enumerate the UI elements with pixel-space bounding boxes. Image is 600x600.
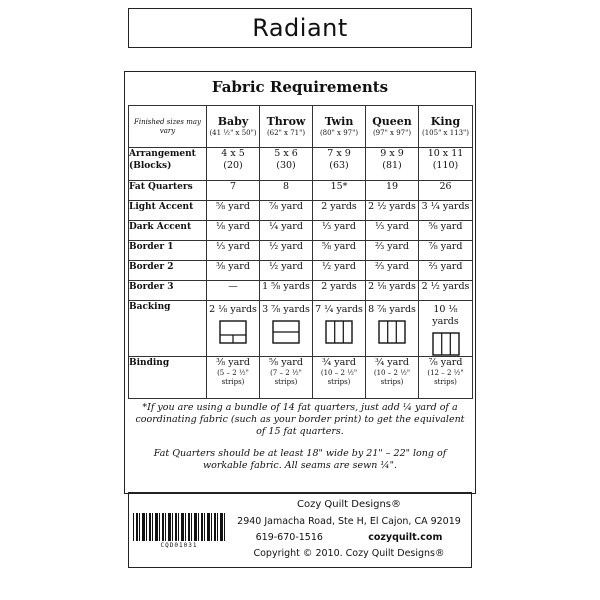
table-cell: 4 x 5 (20) bbox=[207, 148, 260, 181]
table-cell: 2 ½ yards bbox=[419, 281, 473, 301]
row-label: Border 1 bbox=[129, 241, 207, 261]
table-cell: ⅜ yard bbox=[207, 261, 260, 281]
barcode-number: CQD01031 bbox=[160, 542, 198, 549]
table-cell: ⅓ yard bbox=[366, 221, 419, 241]
footnotes bbox=[133, 402, 467, 482]
company-address: 2940 Jamacha Road, Ste H, El Cajon, CA 92019 bbox=[237, 516, 461, 527]
row-label: Border 3 bbox=[129, 281, 207, 301]
row-label: Binding bbox=[129, 357, 207, 399]
table-cell: 7 x 9 (63) bbox=[313, 148, 366, 181]
table-cell: 3 ⅞ yards bbox=[260, 301, 313, 357]
table-cell: ¾ yard (10 – 2 ½" strips) bbox=[313, 357, 366, 399]
row-label: Fat Quarters bbox=[129, 181, 207, 201]
backing-layout-diagram bbox=[432, 332, 460, 356]
company-name: Cozy Quilt Designs® bbox=[296, 499, 402, 510]
finished-size-note: Finished sizes may vary bbox=[129, 106, 207, 148]
table-cell: 2 yards bbox=[313, 201, 366, 221]
fat-quarter-size-note: Fat Quarters should be at least 18" wide by 21" – 22" long of workable fabric. All seams are sewn ¼". bbox=[153, 448, 447, 471]
table-cell: 1 ⅝ yards bbox=[260, 281, 313, 301]
table-row-border-3 bbox=[129, 281, 473, 301]
table-cell: ⅞ yard bbox=[260, 201, 313, 221]
table-row-light-accent bbox=[129, 201, 473, 221]
row-label: Arrangement (Blocks) bbox=[129, 148, 207, 181]
barcode-image bbox=[133, 513, 225, 541]
size-header-baby: Baby (41 ½" x 50") bbox=[207, 106, 260, 148]
table-cell: ⅝ yard bbox=[419, 221, 473, 241]
table-cell: ⅞ yard bbox=[419, 241, 473, 261]
table-cell: 8 ⅞ yards bbox=[366, 301, 419, 357]
table-row-arrangement bbox=[129, 148, 473, 181]
table-cell: 2 ½ yards bbox=[366, 201, 419, 221]
company-website[interactable]: cozyquilt.com bbox=[368, 532, 443, 543]
size-header-twin: Twin (80" x 97") bbox=[313, 106, 366, 148]
backing-layout-diagram bbox=[378, 320, 406, 344]
size-header-row bbox=[129, 106, 473, 148]
row-label: Light Accent bbox=[129, 201, 207, 221]
table-row-border-2 bbox=[129, 261, 473, 281]
fabric-requirements-panel bbox=[124, 71, 476, 494]
row-label: Backing bbox=[129, 301, 207, 357]
company-phone: 619-670-1516 bbox=[255, 532, 323, 543]
table-cell: ⅝ yard (7 – 2 ½" strips) bbox=[260, 357, 313, 399]
table-cell: 15* bbox=[313, 181, 366, 201]
table-cell: ⅝ yard bbox=[313, 241, 366, 261]
backing-layout-diagram bbox=[219, 320, 247, 344]
table-cell: 10 x 11 (110) bbox=[419, 148, 473, 181]
company-contact bbox=[233, 532, 465, 543]
copyright-notice: Copyright © 2010. Cozy Quilt Designs® bbox=[253, 548, 445, 559]
table-cell: ⅔ yard bbox=[366, 261, 419, 281]
table-cell: ⅜ yard (5 – 2 ½" strips) bbox=[207, 357, 260, 399]
table-cell: ⅓ yard bbox=[207, 241, 260, 261]
requirements-heading: Fabric Requirements bbox=[211, 78, 389, 96]
table-cell: 2 yards bbox=[313, 281, 366, 301]
table-cell: ¼ yard bbox=[260, 221, 313, 241]
backing-layout-diagram bbox=[272, 320, 300, 344]
fat-quarter-bundle-note: *If you are using a bundle of 14 fat quarters, just add ¼ yard of a coordinating fabric (such as your border print) to get the equivalent of 15 fat quarters. bbox=[135, 402, 465, 437]
pattern-title: Radiant bbox=[128, 8, 472, 48]
table-cell: ½ yard bbox=[313, 261, 366, 281]
table-row-dark-accent bbox=[129, 221, 473, 241]
table-row-fat-quarters bbox=[129, 181, 473, 201]
table-cell: 3 ¼ yards bbox=[419, 201, 473, 221]
row-label: Dark Accent bbox=[129, 221, 207, 241]
row-label: Border 2 bbox=[129, 261, 207, 281]
table-cell: ⅓ yard bbox=[313, 221, 366, 241]
requirements-table bbox=[128, 105, 473, 399]
table-cell: 2 ⅛ yards bbox=[207, 301, 260, 357]
table-cell: 10 ⅛ yards bbox=[419, 301, 473, 357]
table-cell: 9 x 9 (81) bbox=[366, 148, 419, 181]
size-header-throw: Throw (62" x 71") bbox=[260, 106, 313, 148]
table-cell: ½ yard bbox=[260, 261, 313, 281]
table-cell: ⅝ yard bbox=[207, 201, 260, 221]
publisher-footer bbox=[128, 492, 472, 568]
table-cell: ⅔ yard bbox=[366, 241, 419, 261]
table-cell: 26 bbox=[419, 181, 473, 201]
size-header-king: King (105" x 113") bbox=[419, 106, 473, 148]
table-cell: — bbox=[207, 281, 260, 301]
backing-layout-diagram bbox=[325, 320, 353, 344]
table-cell: 5 x 6 (30) bbox=[260, 148, 313, 181]
table-row-backing bbox=[129, 301, 473, 357]
table-row-binding bbox=[129, 357, 473, 399]
table-cell: ½ yard bbox=[260, 241, 313, 261]
table-cell: 19 bbox=[366, 181, 419, 201]
table-cell: ⅞ yard (12 – 2 ½" strips) bbox=[419, 357, 473, 399]
table-cell: ⅔ yard bbox=[419, 261, 473, 281]
table-row-border-1 bbox=[129, 241, 473, 261]
table-cell: 8 bbox=[260, 181, 313, 201]
table-cell: ⅛ yard bbox=[207, 221, 260, 241]
table-cell: ¾ yard (10 – 2 ½" strips) bbox=[366, 357, 419, 399]
size-header-queen: Queen (97" x 97") bbox=[366, 106, 419, 148]
table-cell: 2 ⅛ yards bbox=[366, 281, 419, 301]
table-cell: 7 bbox=[207, 181, 260, 201]
table-cell: 7 ¼ yards bbox=[313, 301, 366, 357]
